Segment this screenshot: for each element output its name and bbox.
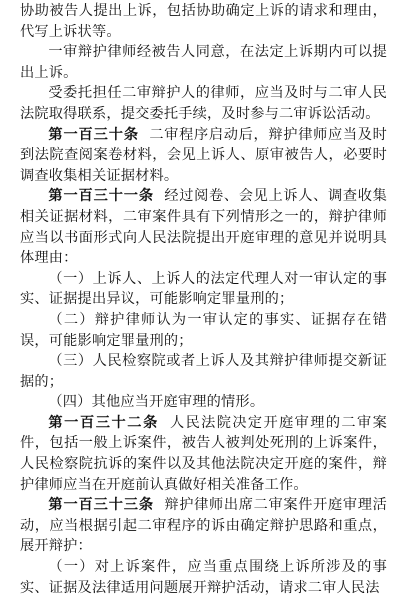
article-130: [20, 125, 387, 187]
article-text: 辩护律师出席二审案件开庭审理活动，应当根据引起二审程序的诉由确定辩护思路和重点，展开辩护：: [20, 497, 387, 555]
article-133: [20, 495, 387, 557]
paragraph: 一审辩护律师经被告人同意，在法定上诉期内可以提出上诉。: [20, 44, 387, 81]
article-131: [20, 186, 387, 268]
list-item: （四）其他应当开庭审理的情形。: [48, 394, 265, 411]
article-number: 第一百三十一条: [48, 188, 154, 205]
article-number: 第一百三十二条: [48, 414, 159, 431]
list-item: （一）上诉人、上诉人的法定代理人对一审认定的事实、证据提出异议，可能影响定罪量刑的；: [20, 270, 387, 308]
list-item: （一）对上诉案件，应当重点围绕上诉所涉及的事实、证据及法律适用问题展开辩护活动，请求二审人民法: [20, 559, 387, 596]
article-text: 二审程序启动后，辩护律师应当及时到法院查阅案卷材料，会见上诉人、原审被告人，必要时调查收集相关证据材料。: [20, 126, 387, 184]
list-item: （二）辩护律师认为一审认定的事实、证据存在错误，可能影响定罪量刑的；: [20, 311, 387, 349]
article-number: 第一百三十条: [48, 126, 139, 143]
article-number: 第一百三十三条: [48, 497, 154, 514]
paragraph-continuation: 协助被告人提出上诉，包括协助确定上诉的请求和理由，代写上诉状等。: [20, 3, 387, 40]
article-text: 经过阅卷、会见上诉人、调查收集相关证据材料，二审案件具有下列情形之一的，辩护律师应当以书面形式向人民法院提出开庭审理的意见并说明具体理由：: [20, 188, 387, 267]
paragraph: 受委托担任二审辩护人的律师，应当及时与二审人民法院取得联系，提交委托手续，及时参与二审诉讼活动。: [20, 85, 387, 122]
list-item: （三）人民检察院或者上诉人及其辩护律师提交新证据的；: [20, 353, 387, 390]
article-text: 人民法院决定开庭审理的二审案件，包括一般上诉案件，被告人被判处死刑的上诉案件，人民检察院抗诉的案件以及其他法院决定开庭的案件，辩护律师应当在开庭前认真做好相关准备工作。: [20, 414, 387, 493]
article-132: [20, 413, 387, 495]
